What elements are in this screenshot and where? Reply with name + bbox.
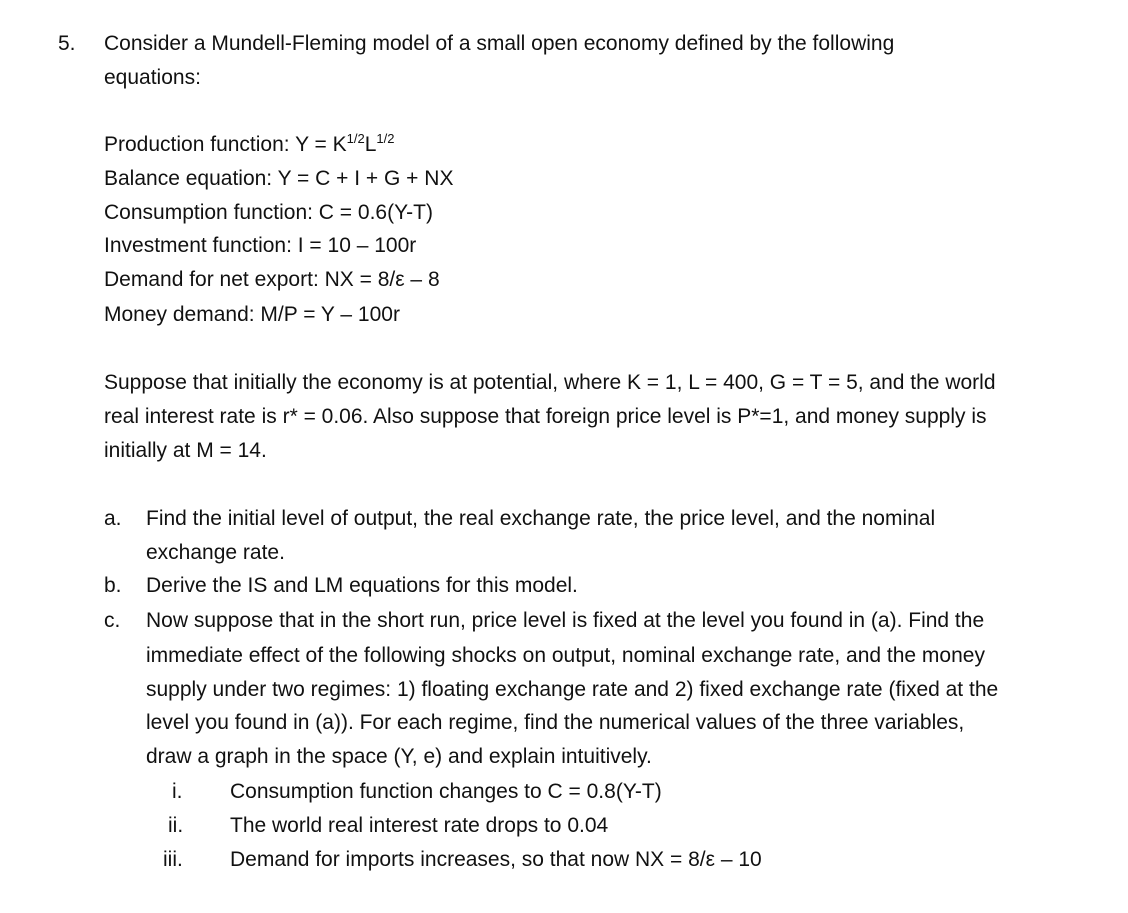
net-export-demand: Demand for net export: NX = 8/ε – 8 bbox=[104, 268, 440, 291]
part-a-line2: exchange rate. bbox=[146, 541, 285, 564]
subpart-ii-text: The world real interest rate drops to 0.04 bbox=[230, 814, 609, 837]
subpart-i-text: Consumption function changes to C = 0.8(Y-T) bbox=[230, 780, 662, 803]
part-a-line1: Find the initial level of output, the real exchange rate, the price level, and the nominal bbox=[146, 507, 936, 530]
consumption-function: Consumption function: C = 0.6(Y-T) bbox=[104, 201, 433, 224]
question-number: 5. bbox=[58, 32, 76, 55]
production-function bbox=[104, 132, 394, 158]
part-b-line1: Derive the IS and LM equations for this model. bbox=[146, 574, 578, 597]
production-prefix: Production function: Y = K bbox=[104, 133, 347, 156]
balance-equation: Balance equation: Y = C + I + G + NX bbox=[104, 167, 454, 190]
production-exponent-k: 1/2 bbox=[346, 131, 365, 146]
question-intro-line1: Consider a Mundell-Fleming model of a small open economy defined by the following bbox=[104, 32, 895, 55]
part-c-marker: c. bbox=[104, 609, 121, 632]
assumptions-line2: real interest rate is r* = 0.06. Also suppose that foreign price level is P*=1, and money supply is bbox=[104, 405, 987, 428]
question-intro-line2: equations: bbox=[104, 66, 201, 89]
subpart-ii-marker: ii. bbox=[168, 814, 184, 837]
investment-function: Investment function: I = 10 – 100r bbox=[104, 234, 417, 257]
part-a-marker: a. bbox=[104, 507, 122, 530]
production-exponent-l: 1/2 bbox=[376, 131, 395, 146]
part-c-line5: draw a graph in the space (Y, e) and explain intuitively. bbox=[146, 745, 652, 768]
subpart-iii-text: Demand for imports increases, so that now NX = 8/ε – 10 bbox=[230, 848, 762, 871]
part-c-line2: immediate effect of the following shocks on output, nominal exchange rate, and the money bbox=[146, 644, 985, 667]
subpart-iii-marker: iii. bbox=[163, 848, 183, 871]
assumptions-line3: initially at M = 14. bbox=[104, 439, 267, 462]
production-mid: L bbox=[364, 133, 377, 156]
part-c-line1: Now suppose that in the short run, price level is fixed at the level you found in (a). Find the bbox=[146, 609, 985, 632]
assumptions-line1: Suppose that initially the economy is at potential, where K = 1, L = 400, G = T = 5, and the world bbox=[104, 371, 996, 394]
money-demand: Money demand: M/P = Y – 100r bbox=[104, 303, 400, 326]
subpart-i-marker: i. bbox=[172, 780, 183, 803]
part-c-line4: level you found in (a)). For each regime, find the numerical values of the three variables, bbox=[146, 711, 965, 734]
part-c-line3: supply under two regimes: 1) floating exchange rate and 2) fixed exchange rate (fixed at the bbox=[146, 678, 999, 701]
part-b-marker: b. bbox=[104, 574, 122, 597]
